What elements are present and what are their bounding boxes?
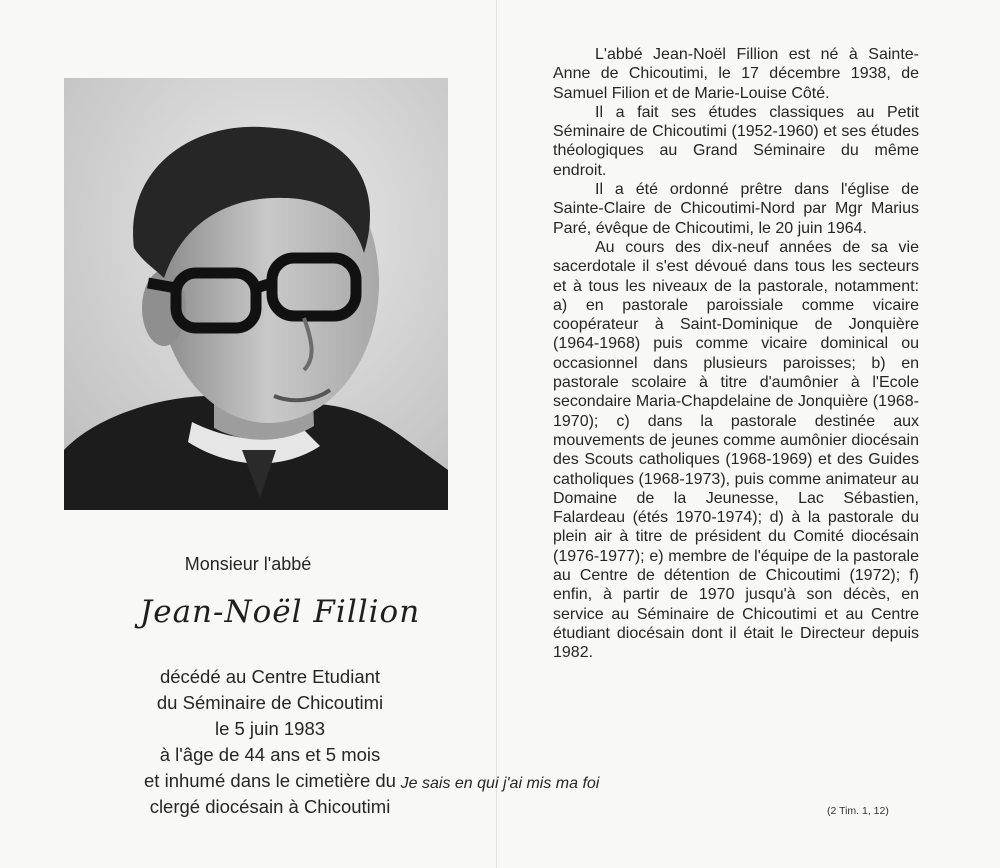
deceased-name: Jean-Noël Fillion	[139, 594, 421, 630]
bio-paragraph: Il a été ordonné prêtre dans l'église de Sainte-Claire de Chicoutimi-Nord par Mgr Marius Paré, évêque de Chicoutimi, le 20 juin 1964.	[553, 181, 919, 237]
portrait-photo	[64, 78, 448, 510]
death-details	[0, 664, 540, 820]
death-line: du Séminaire de Chicoutimi	[156, 692, 384, 713]
bio-paragraph: L'abbé Jean-Noël Fillion est né à Sainte-Anne de Chicoutimi, le 17 décembre 1938, de Samuel Filion et de Marie-Louise Côté.	[553, 46, 919, 102]
death-line: clergé diocésain à Chicoutimi	[149, 796, 391, 817]
left-card	[0, 0, 497, 868]
bio-paragraph: Au cours des dix-neuf années de sa vie sacerdotale il s'est dévoué dans tous les secteurs et à tous les niveaux de la pastorale, notamment: a) en pastorale paroissiale comme vicaire coopérateur à Saint-Dominique de Jonquière (1964-1968) puis comme vicaire dominical ou occasionnel dans plusieurs paroisses; b) en pastorale scolaire à titre d'aumônier à l'Ecole secondaire Maria-Chapdelaine de Jonquière (1968-1970); c) dans la pastorale destinée aux mouvements de jeunes comme aumônier diocésain des Scouts catholiques (1968-1969) et des Guides catholiques (1968-1973), puis comme animateur au Domaine de la Jeunesse, Lac Sébastien, Falardeau (étés 1970-1974); d) à la pastorale du plein air à titre de président du Comité diocésain (1976-1977); e) membre de l'équipe de la pastorale au Centre de détention de Chicoutimi (1972); f) enfin, à partir de 1970 jusqu'à son décès, en service au Séminaire de Chicoutimi et au Centre étudiant diocésain dont il était le Directeur depuis 1982.	[553, 238, 919, 662]
death-line: décédé au Centre Etudiant	[159, 666, 381, 687]
honorific: Monsieur l'abbé	[184, 554, 312, 574]
biography	[553, 45, 919, 663]
scripture-quote: Je sais en qui j'ai mis ma foi	[400, 775, 600, 792]
death-line: et inhumé dans le cimetière du	[144, 770, 396, 791]
death-line: le 5 juin 1983	[214, 718, 326, 739]
death-line: à l'âge de 44 ans et 5 mois	[159, 744, 381, 765]
scripture-reference: (2 Tim. 1, 12)	[827, 805, 889, 817]
bio-paragraph: Il a fait ses études classiques au Petit Séminaire de Chicoutimi (1952-1960) et ses études théologiques au Grand Séminaire du même endroit.	[553, 103, 919, 179]
